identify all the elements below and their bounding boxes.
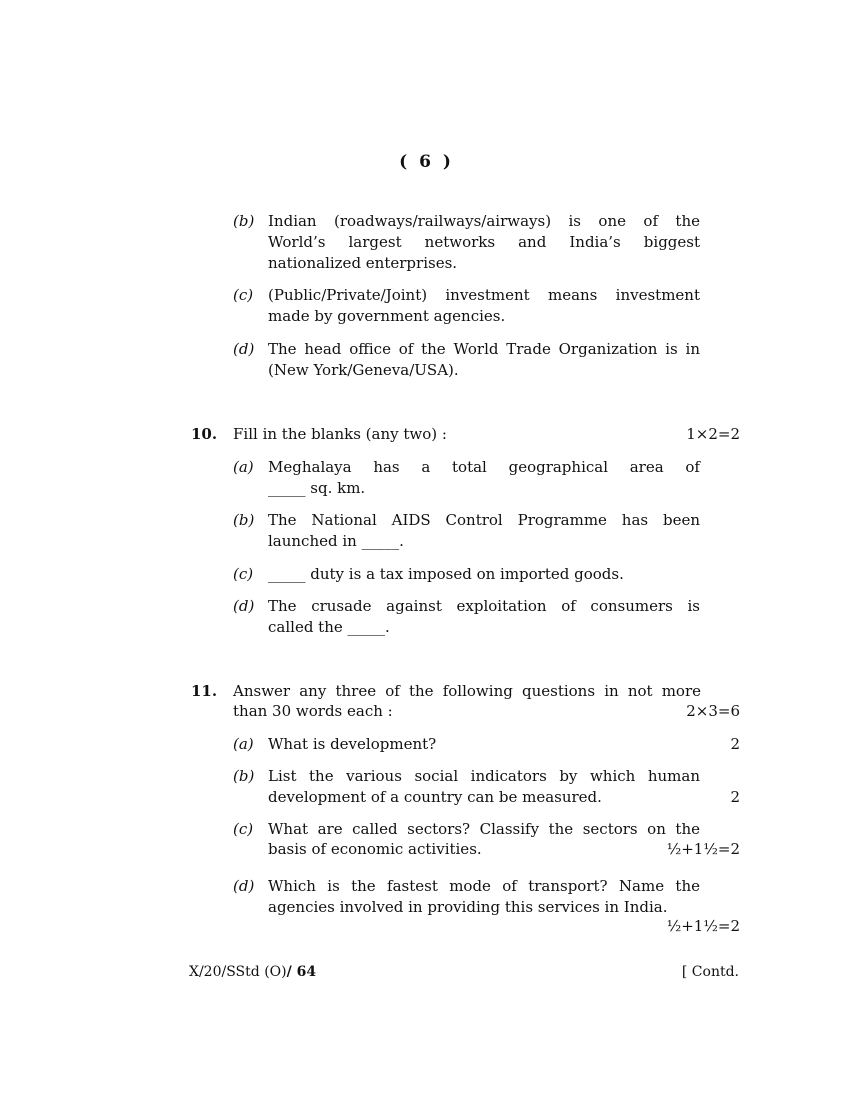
item-label: (b) — [233, 511, 255, 529]
item-text: called the _____. — [268, 618, 390, 636]
item-label: (c) — [233, 286, 254, 304]
item-marks: 2 — [730, 788, 740, 806]
paper-code-number: / 64 — [286, 964, 317, 980]
item-text: _____ duty is a tax imposed on imported goods. — [268, 565, 624, 583]
item-text: made by government agencies. — [268, 307, 506, 325]
item-marks: ½+1½=2 — [666, 840, 740, 858]
item-text: What are called sectors? Classify the sectors on the — [268, 820, 700, 838]
item-label: (d) — [233, 877, 255, 895]
page-number: ( 6 ) — [399, 152, 451, 172]
item-label: (d) — [233, 340, 255, 358]
item-label: (c) — [233, 820, 254, 838]
item-text: The head office of the World Trade Organization is in — [268, 340, 700, 358]
item-text: World’s largest networks and India’s biggest — [268, 233, 700, 251]
paper-code — [189, 964, 316, 980]
item-marks: ½+1½=2 — [666, 917, 740, 935]
item-label: (a) — [233, 735, 254, 753]
item-text: The National AIDS Control Programme has been — [268, 511, 700, 529]
item-label: (d) — [233, 597, 255, 615]
item-label: (b) — [233, 767, 255, 785]
paper-code-text: X/20/SStd (O) — [189, 964, 287, 980]
question-text: Answer any three of the following questions in not more — [233, 682, 701, 700]
question-marks: 2×3=6 — [686, 702, 740, 720]
item-text: What is development? — [268, 735, 437, 753]
question-marks: 1×2=2 — [686, 425, 740, 443]
item-marks: 2 — [730, 735, 740, 753]
item-text: Meghalaya has a total geographical area of — [268, 458, 700, 476]
question-number: 10. — [191, 425, 218, 443]
item-label: (b) — [233, 212, 255, 230]
question-text: than 30 words each : — [233, 702, 393, 720]
item-label: (a) — [233, 458, 254, 476]
item-text: List the various social indicators by which human — [268, 767, 700, 785]
continued-label: [ Contd. — [681, 964, 739, 980]
item-text: (New York/Geneva/USA). — [268, 361, 459, 379]
item-text: _____ sq. km. — [268, 479, 366, 497]
item-text: agencies involved in providing this services in India. — [268, 898, 668, 916]
item-text: nationalized enterprises. — [268, 254, 458, 272]
item-text: (Public/Private/Joint) investment means investment — [268, 286, 700, 304]
question-number: 11. — [191, 682, 218, 700]
item-text: basis of economic activities. — [268, 840, 482, 858]
item-text: development of a country can be measured. — [268, 788, 602, 806]
item-text: The crusade against exploitation of consumers is — [268, 597, 700, 615]
item-label: (c) — [233, 565, 254, 583]
item-text: launched in _____. — [268, 532, 404, 550]
item-text: Indian (roadways/railways/airways) is one of the — [268, 212, 700, 230]
item-text: Which is the fastest mode of transport? Name the — [268, 877, 700, 895]
question-text: Fill in the blanks (any two) : — [233, 425, 447, 443]
